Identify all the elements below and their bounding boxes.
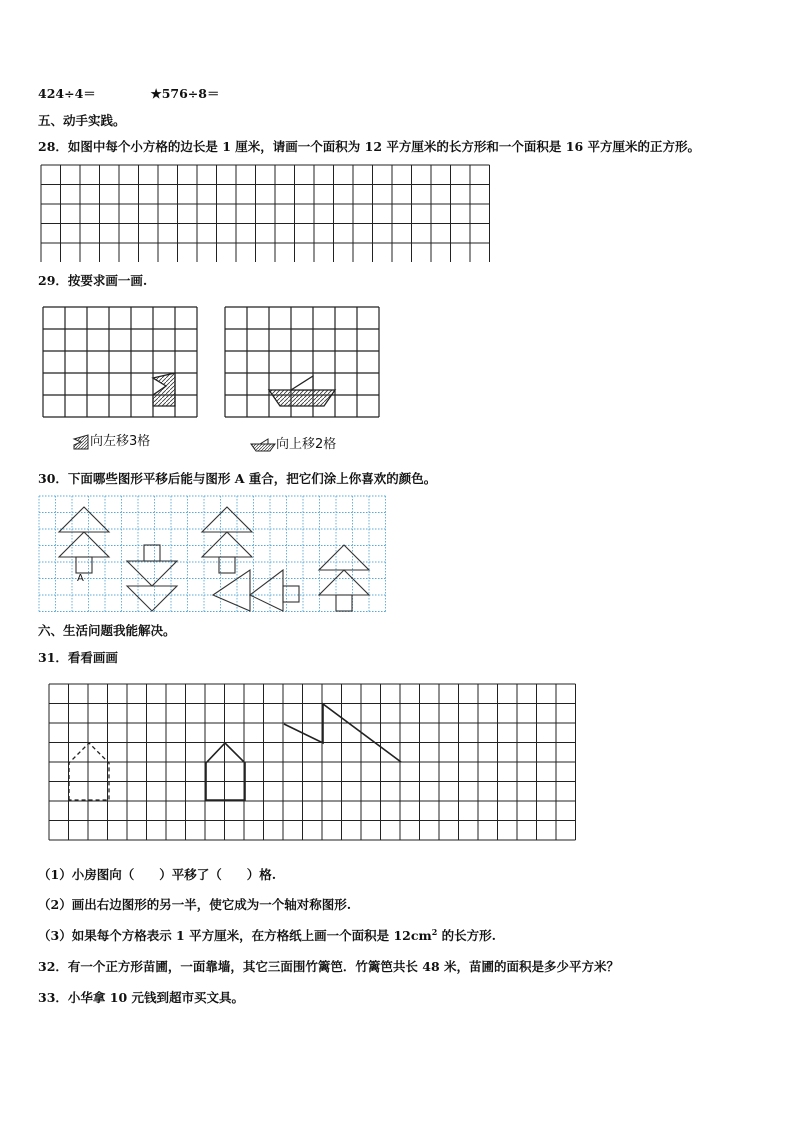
q28-grid	[40, 164, 496, 262]
boat-sail	[291, 376, 313, 390]
q30-dotted-grid	[38, 495, 390, 615]
question-31: 31．看看画画	[38, 650, 118, 665]
question-29: 29．按要求画一画.	[38, 273, 148, 288]
tree-copy-bottom	[202, 532, 252, 557]
question-30: 30．下面哪些图形平移后能与图形 A 重合，把它们涂上你喜欢的颜色。	[38, 471, 437, 486]
question-31-2: （2）画出右边图形的另一半，使它成为一个轴对称图形.	[38, 897, 352, 912]
tree-a-trunk	[76, 557, 92, 573]
tree-lower-bottom	[319, 570, 369, 595]
tree-copy-top	[202, 507, 252, 532]
q31-grid	[48, 683, 581, 841]
tree-lower-trunk	[336, 595, 352, 611]
label-a: A	[77, 573, 84, 584]
division-problem-1: 424÷4＝	[38, 86, 96, 101]
question-33: 33．小华拿 10 元钱到超市买文具。	[38, 990, 244, 1005]
dashed-house	[69, 743, 109, 800]
sideways-tree-left	[213, 570, 250, 611]
section-5-heading: 五、动手实践。	[38, 113, 126, 128]
boat-hull	[269, 390, 335, 406]
q29-right-grid	[224, 306, 380, 424]
question-31-3: （3）如果每个方格表示 1 平方厘米，在方格纸上画一个面积是 $12cm^2$ 的长方形.	[38, 926, 496, 943]
question-32: 32．有一个正方形苗圃，一面靠墙，其它三面围竹篱笆．竹篱笆共长 48 米，苗圃的面积是多少平方米？	[38, 959, 619, 974]
sideways-tree-mid	[250, 570, 283, 611]
inverted-tree-bottom	[127, 586, 177, 611]
question-28: 28．如图中每个小方格的边长是 1 厘米，请画一个面积为 12 平方厘米的长方形和一个面积是 16 平方厘米的正方形。	[38, 139, 700, 154]
hatched-shape-icon	[72, 434, 90, 450]
solid-house	[206, 743, 245, 800]
inverted-tree-top	[127, 561, 177, 586]
q29-left-grid	[42, 306, 198, 424]
tree-a-top	[59, 507, 109, 532]
division-problem-2: ★576÷8＝	[150, 86, 220, 101]
half-figure	[284, 704, 401, 762]
q29-left-caption: 向左移3格	[72, 430, 150, 450]
arithmetic-line	[38, 84, 219, 102]
tree-lower-top	[319, 545, 369, 570]
tree-copy-trunk	[219, 557, 235, 573]
sideways-tree-trunk	[283, 586, 299, 602]
hatched-shape	[153, 373, 175, 406]
inverted-tree-trunk	[144, 545, 160, 561]
section-6-heading: 六、生活问题我能解决。	[38, 623, 176, 638]
question-31-1: （1）小房图向（ ）平移了（ ）格.	[38, 867, 277, 882]
tree-a-bottom	[59, 532, 109, 557]
q29-right-caption: 向上移2格	[250, 433, 336, 452]
boat-shape-icon	[250, 438, 276, 452]
